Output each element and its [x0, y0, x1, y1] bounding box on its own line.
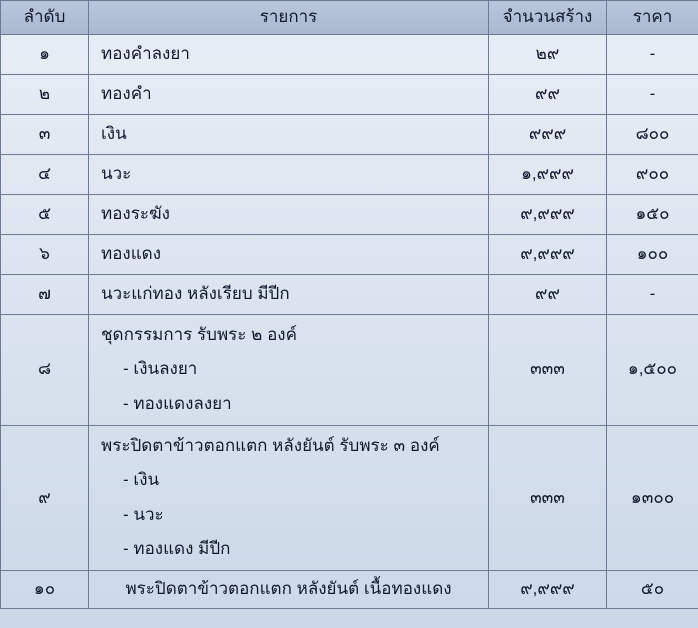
cell-no: ๓ — [1, 114, 89, 154]
cell-qty: ๒๙ — [489, 34, 607, 74]
table-row — [1, 114, 698, 154]
cell-qty: ๙๙ — [489, 274, 607, 314]
cell-qty: ๓๓๓ — [489, 314, 607, 425]
column-header-no: ลำดับ — [1, 1, 89, 35]
column-header-price: ราคา — [607, 1, 698, 35]
cell-price: - — [607, 34, 698, 74]
cell-price: ๑๐๐ — [607, 234, 698, 274]
cell-item-sub: - เงิน — [123, 470, 160, 490]
cell-item — [89, 314, 489, 425]
column-header-qty: จำนวนสร้าง — [489, 1, 607, 35]
cell-item-heading: ชุดกรรมการ รับพระ ๒ องค์ — [101, 324, 297, 344]
cell-no: ๕ — [1, 194, 89, 234]
cell-price: - — [607, 74, 698, 114]
cell-qty: ๙,๙๙๙ — [489, 194, 607, 234]
cell-no: ๘ — [1, 314, 89, 425]
table-row — [1, 34, 698, 74]
cell-item: ทองแดง — [89, 234, 489, 274]
cell-no: ๔ — [1, 154, 89, 194]
table-row — [1, 314, 698, 425]
cell-item: ทองคำ — [89, 74, 489, 114]
cell-price: ๑๕๐ — [607, 194, 698, 234]
table-header-row — [1, 1, 698, 35]
table-header — [1, 1, 698, 35]
cell-no: ๑๐ — [1, 571, 89, 609]
cell-no: ๗ — [1, 274, 89, 314]
table-row — [1, 571, 698, 609]
cell-item: พระปิดตาข้าวตอกแตก หลังยันต์ เนื้อทองแดง — [89, 571, 489, 609]
cell-qty: ๑,๙๙๙ — [489, 154, 607, 194]
cell-no: ๒ — [1, 74, 89, 114]
cell-price: ๙๐๐ — [607, 154, 698, 194]
cell-item: นวะแก่ทอง หลังเรียบ มีปีก — [89, 274, 489, 314]
cell-item: นวะ — [89, 154, 489, 194]
table-row — [1, 74, 698, 114]
cell-qty: ๙๙๙ — [489, 114, 607, 154]
table-row — [1, 234, 698, 274]
cell-qty: ๙,๙๙๙ — [489, 234, 607, 274]
cell-no: ๖ — [1, 234, 89, 274]
cell-qty: ๙๙ — [489, 74, 607, 114]
cell-no: ๑ — [1, 34, 89, 74]
cell-item: เงิน — [89, 114, 489, 154]
cell-price: - — [607, 274, 698, 314]
cell-price: ๑๓๐๐ — [607, 425, 698, 571]
cell-item: ทองระฆัง — [89, 194, 489, 234]
cell-item-sub: - เงินลงยา — [123, 359, 198, 379]
cell-qty: ๓๓๓ — [489, 425, 607, 571]
cell-no: ๙ — [1, 425, 89, 571]
cell-price: ๘๐๐ — [607, 114, 698, 154]
cell-item — [89, 425, 489, 571]
table-row — [1, 194, 698, 234]
cell-item-heading: พระปิดตาข้าวตอกแตก หลังยันต์ รับพระ ๓ องค์ — [101, 435, 440, 455]
cell-price: ๑,๕๐๐ — [607, 314, 698, 425]
cell-price: ๕๐ — [607, 571, 698, 609]
table-row — [1, 154, 698, 194]
cell-item-sub: - ทองแดง มีปีก — [123, 539, 231, 559]
cell-qty: ๙,๙๙๙ — [489, 571, 607, 609]
table-row — [1, 425, 698, 571]
column-header-item: รายการ — [89, 1, 489, 35]
cell-item-sub: - นวะ — [123, 504, 164, 524]
cell-item-sub: - ทองแดงลงยา — [123, 393, 232, 413]
cell-item: ทองคำลงยา — [89, 34, 489, 74]
table-body — [1, 34, 698, 608]
table-row — [1, 274, 698, 314]
